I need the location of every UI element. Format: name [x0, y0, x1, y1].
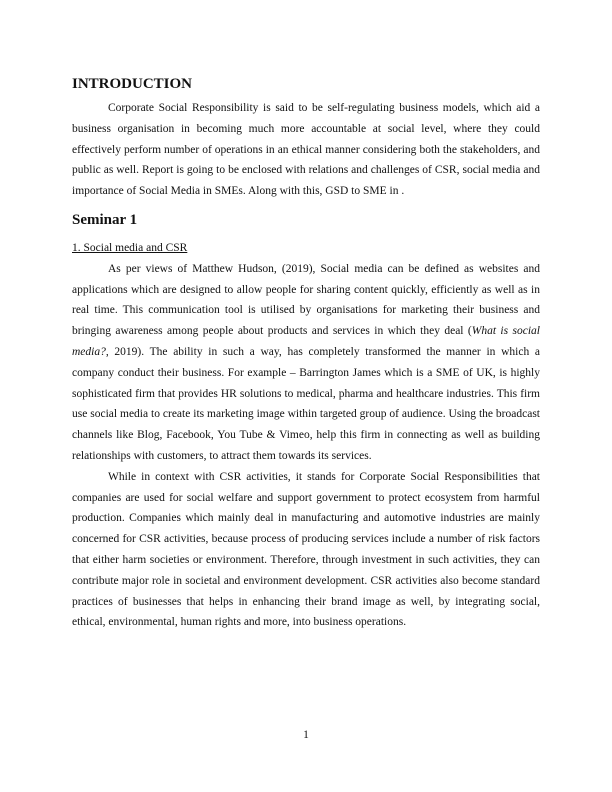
- citation-title: What is social media?: [72, 325, 540, 358]
- page-number: 1: [303, 729, 309, 741]
- csr-paragraph: While in context with CSR activities, it stands for Corporate Social Responsibilities that companies are used for social welfare and support government to protect ecosystem from harmful production. Companies which mainly deal in manufacturing and automotive industries are mainly concerned for CSR activities, because process of producing services include a number of risk factors that either harm societies or environment. Therefore, through investment in such activities, they can contribute major role in societal and environment development. CSR activities also become standard practices of businesses that helps in enhancing their brand image as well, by integrating social, ethical, environmental, human rights and more, into business operations.: [72, 470, 540, 629]
- page-content: [72, 74, 540, 633]
- section-subheading: 1. Social media and CSR: [72, 241, 188, 254]
- social-media-paragraph-text-start: As per views of Matthew Hudson, (2019), Social media can be defined as websites and applications which are designed to allow people for sharing content quickly, efficiently as well as in real time. This communication tool is utilised by organisations for marketing their business and bringing awareness among people about products and services in which they deal (: [72, 262, 540, 338]
- social-media-paragraph-text-end: , 2019). The ability in such a way, has completely transformed the manner in which a company conduct their business. For example – Barrington James which is a SME of UK, is highly sophisticated firm that provides HR solutions to medical, pharma and healthcare industries. This firm use social media to create its marketing image within targeted group of audience. Using the broadcast channels like Blog, Facebook, You Tube & Vimeo, help this firm in connecting as well as building relationships with customers, to attract them towards its services.: [72, 345, 540, 462]
- seminar-heading: Seminar 1: [72, 211, 138, 228]
- social-media-paragraph: [72, 259, 540, 467]
- introduction-heading: INTRODUCTION: [72, 76, 193, 92]
- introduction-paragraph: Corporate Social Responsibility is said to be self-regulating business models, which aid a business organisation in becoming much more accountable at social level, where they could effectively perform number of operations in an ethical manner considering both the stakeholders, and public as well. Report is going to be enclosed with relations and challenges of CSR, social media and importance of Social Media in SMEs. Along with this, GSD to SME in .: [72, 102, 540, 198]
